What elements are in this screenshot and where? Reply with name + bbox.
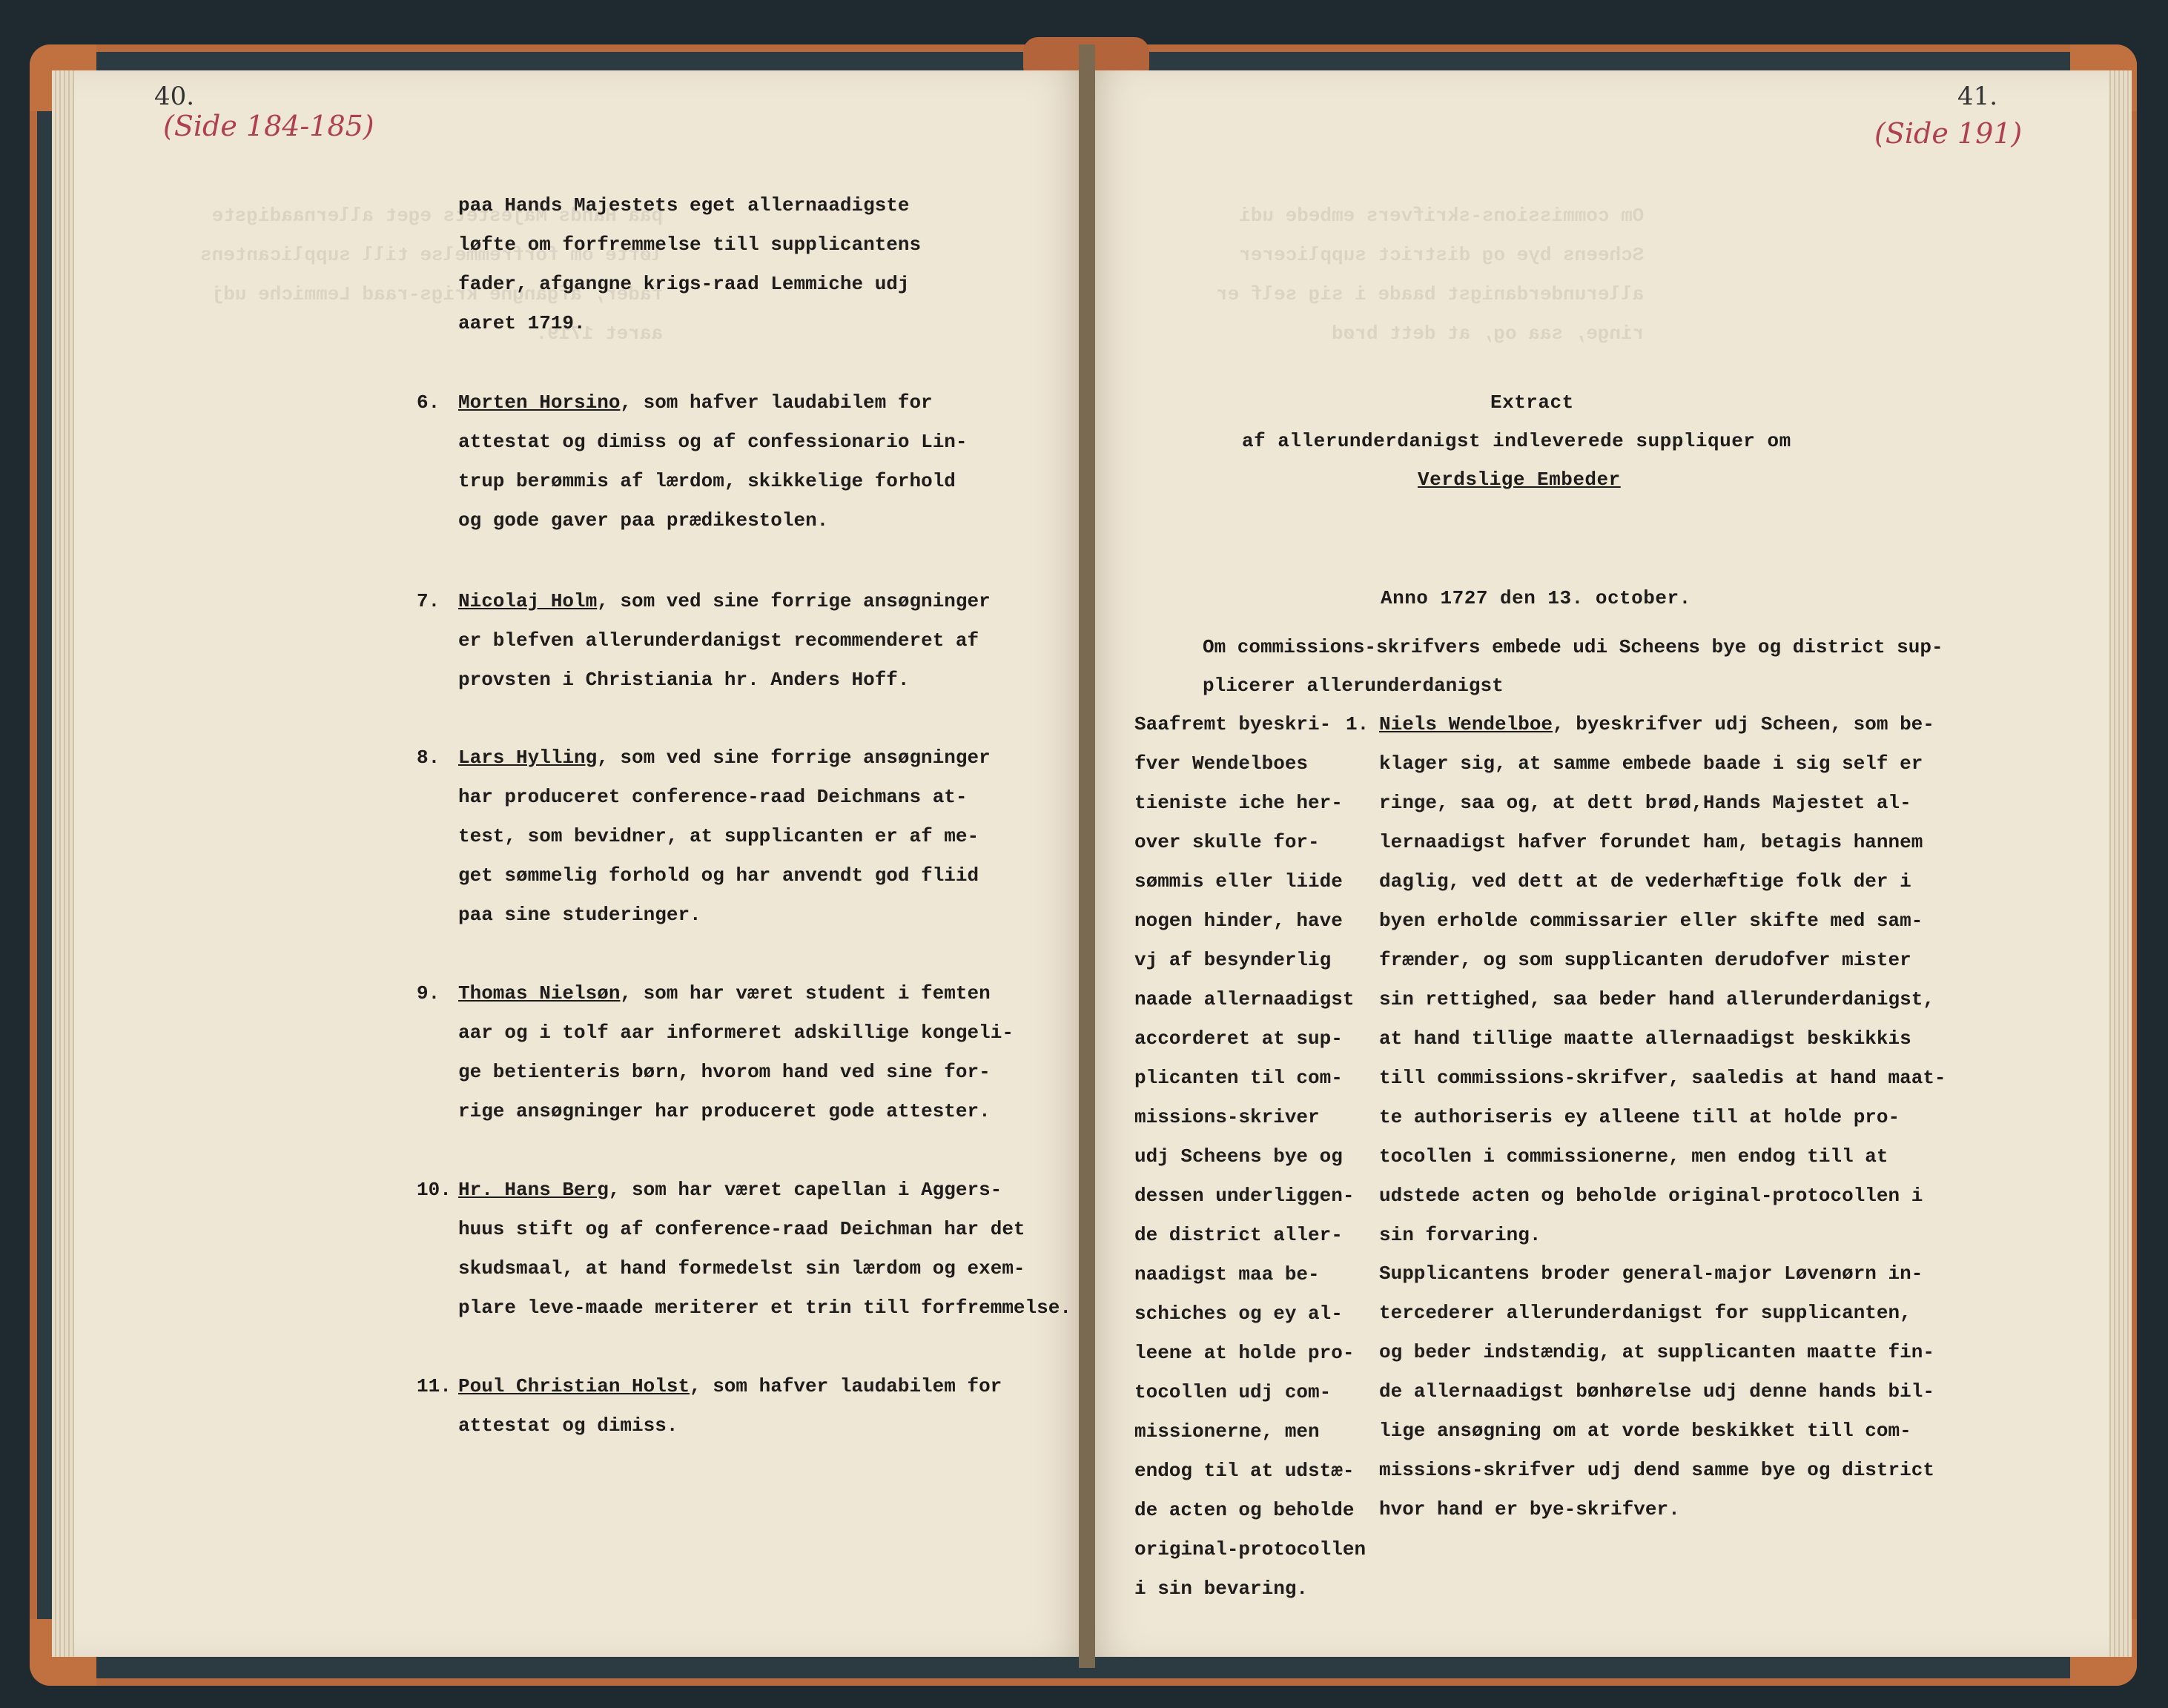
entry-line: klager sig, at samme embede baade i sig self er bbox=[1379, 752, 1923, 775]
entry-line: , byeskrifver udj Scheen, som be- bbox=[1553, 713, 1934, 735]
show-through-right: Om commissions-skrifvers embede udi Scheens bye og district supplicerer allerunderdanigst baade i sig self er ringe, saa og, at dett brød bbox=[1216, 205, 1645, 345]
show-through-left: paa Hands Majestets eget allernaadigste løfte om forfremmelse till supplicantens fader, afgangne krigs-raad Lemmiche udj aaret 1719. bbox=[200, 205, 664, 345]
margin-line: sømmis eller liide bbox=[1134, 870, 1343, 893]
margin-line: plicanten til com- bbox=[1134, 1067, 1343, 1089]
margin-line: missions-skriver bbox=[1134, 1106, 1320, 1128]
margin-line: udj Scheens bye og bbox=[1134, 1145, 1343, 1168]
margin-line: naadigst maa be- bbox=[1134, 1263, 1320, 1285]
margin-line: dessen underliggen- bbox=[1134, 1185, 1355, 1207]
margin-line: original-protocollen bbox=[1134, 1538, 1366, 1560]
entry-number: 1. bbox=[1346, 713, 1369, 735]
right-page-number: 41. bbox=[1957, 82, 1998, 111]
entry-name: Lars Hylling bbox=[458, 747, 598, 769]
entry-date: Anno 1727 den 13. october. bbox=[1381, 587, 1691, 609]
topic-line: Om commissions-skrifvers embede udi Scheens bye og district sup- bbox=[1203, 636, 1943, 658]
margin-line: naade allernaadigst bbox=[1134, 988, 1355, 1010]
entry-line: paa sine studeringer. bbox=[458, 904, 701, 926]
book-gutter bbox=[1079, 44, 1095, 1668]
entry-line: ringe, saa og, at dett brød,Hands Majestet al- bbox=[1379, 792, 1911, 814]
margin-line: over skulle for- bbox=[1134, 831, 1320, 853]
topic-line: plicerer allerunderdanigst bbox=[1203, 675, 1504, 697]
entry-line: , som ved sine forrige ansøgninger bbox=[597, 590, 991, 612]
margin-line: missionerne, men bbox=[1134, 1420, 1320, 1443]
entry-line: byen erholde commissarier eller skifte med sam- bbox=[1379, 910, 1923, 932]
intro-line: løfte om forfremmelse till supplicantens bbox=[458, 234, 922, 256]
left-page-note: (Side 184-185) bbox=[163, 110, 374, 142]
entry-line: attestat og dimiss og af confessionario Lin- bbox=[458, 431, 968, 453]
margin-line: fver Wendelboes bbox=[1134, 752, 1309, 775]
margin-line: nogen hinder, have bbox=[1134, 910, 1343, 932]
margin-line: accorderet at sup- bbox=[1134, 1027, 1343, 1050]
entry-number: 11. bbox=[417, 1375, 452, 1397]
entry-line: , som ved sine forrige ansøgninger bbox=[597, 747, 991, 769]
entry-line: har produceret conference-raad Deichmans at- bbox=[458, 786, 968, 808]
intro-line: paa Hands Majestets eget allernaadigste bbox=[458, 194, 910, 216]
entry-line: at hand tillige maatte allernaadigst beskikkis bbox=[1379, 1027, 1911, 1050]
entry-line: sin rettighed, saa beder hand allerunderdanigst, bbox=[1379, 988, 1934, 1010]
margin-line: Saafremt byeskri- bbox=[1134, 713, 1332, 735]
entry-line: , som hafver laudabilem for bbox=[620, 391, 933, 414]
entry-number: 9. bbox=[417, 982, 440, 1004]
intro-line: aaret 1719. bbox=[458, 312, 586, 334]
closing-line: tercederer allerunderdanigst for supplicanten, bbox=[1379, 1302, 1911, 1324]
closing-line: de allernaadigst bønhørelse udj denne hands bil- bbox=[1379, 1380, 1934, 1403]
closing-line: lige ansøgning om at vorde beskikket till com- bbox=[1379, 1420, 1911, 1442]
entry-line: ge betienteris børn, hvorom hand ved sine for- bbox=[458, 1061, 991, 1083]
entry-number: 10. bbox=[417, 1179, 452, 1201]
entry-name: Hr. Hans Berg bbox=[458, 1179, 609, 1201]
entry-line: udstede acten og beholde original-protocollen i bbox=[1379, 1185, 1923, 1207]
entry-line: tocollen i commissionerne, men endog till at bbox=[1379, 1145, 1888, 1168]
intro-line: fader, afgangne krigs-raad Lemmiche udj bbox=[458, 273, 910, 295]
entry-name: Poul Christian Holst bbox=[458, 1375, 690, 1397]
entry-line: er blefven allerunderdanigst recommenderet af bbox=[458, 629, 979, 652]
margin-line: tocollen udj com- bbox=[1134, 1381, 1332, 1403]
margin-line: de district aller- bbox=[1134, 1224, 1343, 1246]
margin-line: endog til at udstæ- bbox=[1134, 1460, 1355, 1482]
closing-line: hvor hand er bye-skrifver. bbox=[1379, 1498, 1680, 1520]
entry-line: frænder, og som supplicanten derudofver mister bbox=[1379, 949, 1911, 971]
entry-line: , som har været student i femten bbox=[620, 982, 991, 1004]
entry-line: trup berømmis af lærdom, skikkelige forhold bbox=[458, 470, 956, 492]
entry-name: Morten Horsino bbox=[458, 391, 621, 414]
entry-line: till commissions-skrifver, saaledis at hand maat- bbox=[1379, 1067, 1946, 1089]
entry-line: get sømmelig forhold og har anvendt god fliid bbox=[458, 864, 979, 887]
entry-line: te authoriseris ey alleene till at holde pro- bbox=[1379, 1106, 1900, 1128]
extract-heading: Extract bbox=[1490, 391, 1574, 414]
right-page-note: (Side 191) bbox=[1874, 117, 2023, 150]
entry-name: Nicolaj Holm bbox=[458, 590, 598, 612]
entry-number: 7. bbox=[417, 590, 440, 612]
entry-line: aar og i tolf aar informeret adskillige kongeli- bbox=[458, 1022, 1014, 1044]
entry-line: attestat og dimiss. bbox=[458, 1414, 678, 1437]
entry-line: rige ansøgninger har produceret gode attester. bbox=[458, 1100, 991, 1122]
margin-line: vj af besynderlig bbox=[1134, 949, 1332, 971]
margin-line: de acten og beholde bbox=[1134, 1499, 1355, 1521]
closing-line: missions-skrifver udj dend samme bye og district bbox=[1379, 1459, 1934, 1481]
margin-line: tieniste iche her- bbox=[1134, 792, 1343, 814]
entry-name: Niels Wendelboe bbox=[1379, 713, 1553, 735]
closing-line: Supplicantens broder general-major Løvenørn in- bbox=[1379, 1262, 1923, 1285]
entry-line: og gode gaver paa prædikestolen. bbox=[458, 509, 829, 532]
closing-line: og beder indstændig, at supplicanten maatte fin- bbox=[1379, 1341, 1934, 1363]
margin-line: i sin bevaring. bbox=[1134, 1578, 1309, 1600]
entry-line: , som har været capellan i Aggers- bbox=[608, 1179, 1002, 1201]
entry-line: plare leve-maade meriterer et trin till forfremmelse. bbox=[458, 1297, 1071, 1319]
entry-line: provsten i Christiania hr. Anders Hoff. bbox=[458, 669, 910, 691]
entry-line: skudsmaal, at hand formedelst sin lærdom og exem- bbox=[458, 1257, 1025, 1280]
entry-line: huus stift og af conference-raad Deichman har det bbox=[458, 1218, 1025, 1240]
section-title: Verdslige Embeder bbox=[1418, 469, 1621, 491]
entry-line: sin forvaring. bbox=[1379, 1224, 1541, 1246]
margin-line: leene at holde pro- bbox=[1134, 1342, 1355, 1364]
entry-line: test, som bevidner, at supplicanten er af me- bbox=[458, 825, 979, 847]
entry-line: daglig, ved dett at de vederhæftige folk der i bbox=[1379, 870, 1911, 893]
extract-subheading: af allerunderdanigst indleverede suppliquer om bbox=[1242, 430, 1791, 452]
entry-line: , som hafver laudabilem for bbox=[690, 1375, 1002, 1397]
left-page-number: 40. bbox=[154, 82, 195, 111]
entry-line: lernaadigst hafver forundet ham, betagis hannem bbox=[1379, 831, 1923, 853]
entry-name: Thomas Nielsøn bbox=[458, 982, 621, 1004]
entry-number: 6. bbox=[417, 391, 440, 414]
entry-number: 8. bbox=[417, 747, 440, 769]
margin-line: schiches og ey al- bbox=[1134, 1302, 1343, 1325]
